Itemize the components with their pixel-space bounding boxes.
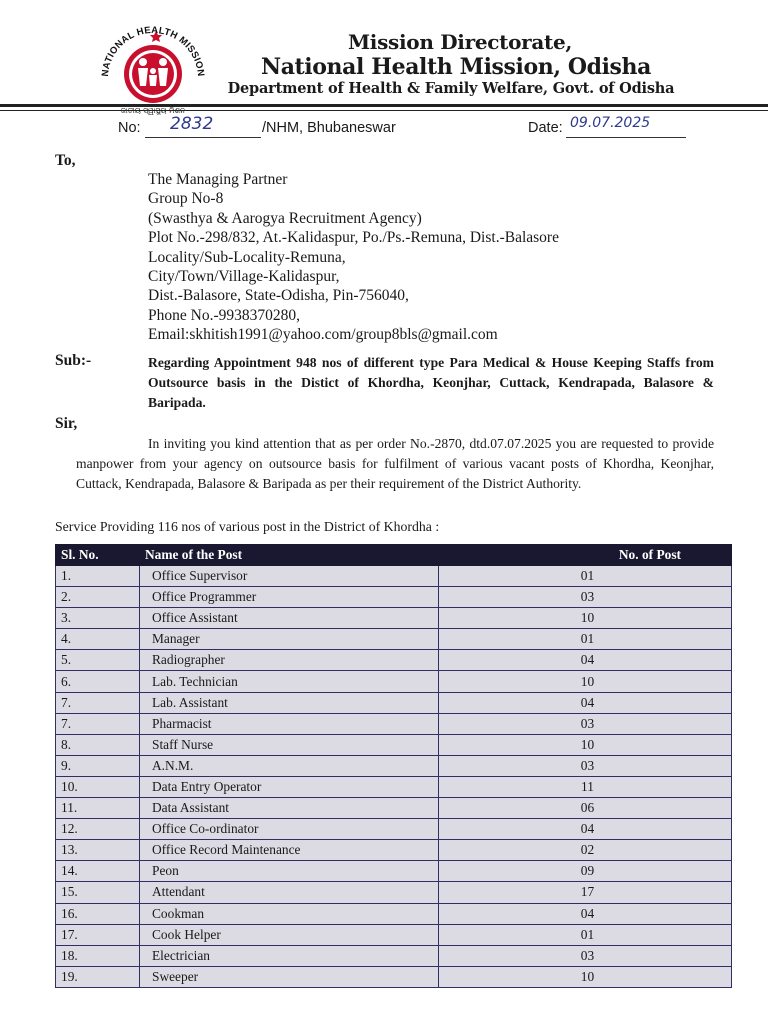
cell-post-count: 03 [439,587,732,608]
header-title-line3: Department of Health & Family Welfare, Govt. of Odisha [227,80,675,97]
cell-post-count: 04 [439,903,732,924]
table-row [56,798,732,819]
cell-post-count: 10 [439,608,732,629]
cell-post-name: Lab. Assistant [140,692,439,713]
cell-post-count: 01 [439,566,732,587]
cell-sl-no: 8. [56,734,140,755]
svg-text:NATIONAL HEALTH MISSION: NATIONAL HEALTH MISSION [99,24,207,78]
cell-post-count: 04 [439,819,732,840]
cell-post-name: Electrician [140,945,439,966]
body-paragraph: In inviting you kind attention that as per order No.-2870, dtd.07.07.2025 you are requested to provide manpower from your agency on outsource basis for fulfilment of various vacant posts of Khordha, Keonjhar, Cuttack, Kendrapada, Balasore & Baripada as per their requirement of the District Authority. [76,436,714,491]
cell-sl-no: 14. [56,861,140,882]
table-row [56,587,732,608]
letter-date-label: Date: [528,120,563,136]
table-row [56,713,732,734]
cell-post-name: Office Assistant [140,608,439,629]
table-row [56,692,732,713]
cell-post-count: 17 [439,882,732,903]
cell-sl-no: 7. [56,692,140,713]
address-line: Group No-8 [148,190,224,208]
cell-post-name: Data Assistant [140,798,439,819]
cell-post-name: Pharmacist [140,713,439,734]
cell-post-count: 10 [439,966,732,987]
header-title-line2: National Health Mission, Odisha [260,54,651,80]
cell-post-name: Staff Nurse [140,734,439,755]
table-row [56,566,732,587]
cell-sl-no: 4. [56,629,140,650]
address-email: Email:skhitish1991@yahoo.com/group8bls@gmail.com [148,326,498,344]
cell-sl-no: 1. [56,566,140,587]
cell-post-count: 06 [439,798,732,819]
cell-sl-no: 5. [56,650,140,671]
address-line: Plot No.-298/832, At.-Kalidaspur, Po./Ps.-Remuna, Dist.-Balasore [148,229,559,247]
table-row [56,608,732,629]
cell-post-name: Sweeper [140,966,439,987]
letter-date-handwritten: 09.07.2025 [570,115,651,131]
table-row [56,840,732,861]
cell-post-name: Cook Helper [140,924,439,945]
cell-post-count: 03 [439,755,732,776]
cell-post-count: 11 [439,776,732,797]
cell-sl-no: 2. [56,587,140,608]
cell-sl-no: 12. [56,819,140,840]
table-row [56,776,732,797]
letter-no-label: No: [118,120,141,136]
header-post-name: Name of the Post [140,545,439,566]
cell-post-count: 10 [439,671,732,692]
address-line: Dist.-Balasore, State-Odisha, Pin-756040, [148,287,409,305]
cell-sl-no: 18. [56,945,140,966]
cell-post-name: Office Supervisor [140,566,439,587]
cell-post-name: Attendant [140,882,439,903]
table-row [56,629,732,650]
cell-sl-no: 10. [56,776,140,797]
cell-post-name: Data Entry Operator [140,776,439,797]
table-row [56,734,732,755]
letter-no-suffix: /NHM, Bhubaneswar [262,120,396,136]
header-title-line1: Mission Directorate, [347,30,573,54]
cell-post-name: Office Co-ordinator [140,819,439,840]
table-row [56,671,732,692]
cell-post-name: Office Record Maintenance [140,840,439,861]
cell-post-count: 01 [439,629,732,650]
cell-post-count: 01 [439,924,732,945]
table-row [56,882,732,903]
header-rule-thin [0,110,768,111]
cell-post-count: 10 [439,734,732,755]
cell-post-count: 03 [439,945,732,966]
table-row [56,755,732,776]
cell-post-name: Peon [140,861,439,882]
cell-sl-no: 9. [56,755,140,776]
nhm-logo-icon [94,22,212,116]
cell-sl-no: 16. [56,903,140,924]
cell-sl-no: 13. [56,840,140,861]
table-row [56,924,732,945]
to-label: To, [55,152,76,169]
cell-post-count: 03 [439,713,732,734]
cell-post-count: 04 [439,692,732,713]
cell-post-count: 04 [439,650,732,671]
cell-sl-no: 3. [56,608,140,629]
table-row [56,650,732,671]
cell-post-name: Office Programmer [140,587,439,608]
address-line: The Managing Partner [148,171,288,188]
subject-text: Regarding Appointment 948 nos of different type Para Medical & House Keeping Staffs from Outsource basis in the Distict of Khordha, Keonjhar, Cuttack, Kendrapada, Balasore & Baripada. [148,355,714,410]
table-row [56,945,732,966]
header-sl-no: Sl. No. [56,545,140,566]
cell-post-count: 02 [439,840,732,861]
subject-label: Sub:- [55,352,92,369]
cell-post-count: 09 [439,861,732,882]
cell-post-name: Manager [140,629,439,650]
address-line: City/Town/Village-Kalidaspur, [148,268,340,286]
table-row [56,966,732,987]
cell-sl-no: 7. [56,713,140,734]
table-row [56,903,732,924]
table-row [56,861,732,882]
letterhead [0,0,768,110]
table-header-row [56,545,732,566]
posts-table [55,544,732,988]
letter-no-handwritten: 2832 [170,114,214,134]
cell-post-name: Cookman [140,903,439,924]
cell-sl-no: 19. [56,966,140,987]
cell-post-name: A.N.M. [140,755,439,776]
address-line: Locality/Sub-Locality-Remuna, [148,248,346,266]
cell-sl-no: 17. [56,924,140,945]
cell-post-name: Radiographer [140,650,439,671]
recipient-address [148,170,559,345]
cell-sl-no: 15. [56,882,140,903]
cell-sl-no: 6. [56,671,140,692]
header-rule-thick [0,104,768,107]
cell-sl-no: 11. [56,798,140,819]
service-line: Service Providing 116 nos of various post in the District of Khordha : [55,519,440,534]
cell-post-name: Lab. Technician [140,671,439,692]
address-line: Phone No.-9938370280, [148,306,300,324]
header-post-count: No. of Post [439,545,732,566]
address-line: (Swasthya & Aarogya Recruitment Agency) [148,209,422,227]
table-row [56,819,732,840]
salutation: Sir, [55,415,78,432]
